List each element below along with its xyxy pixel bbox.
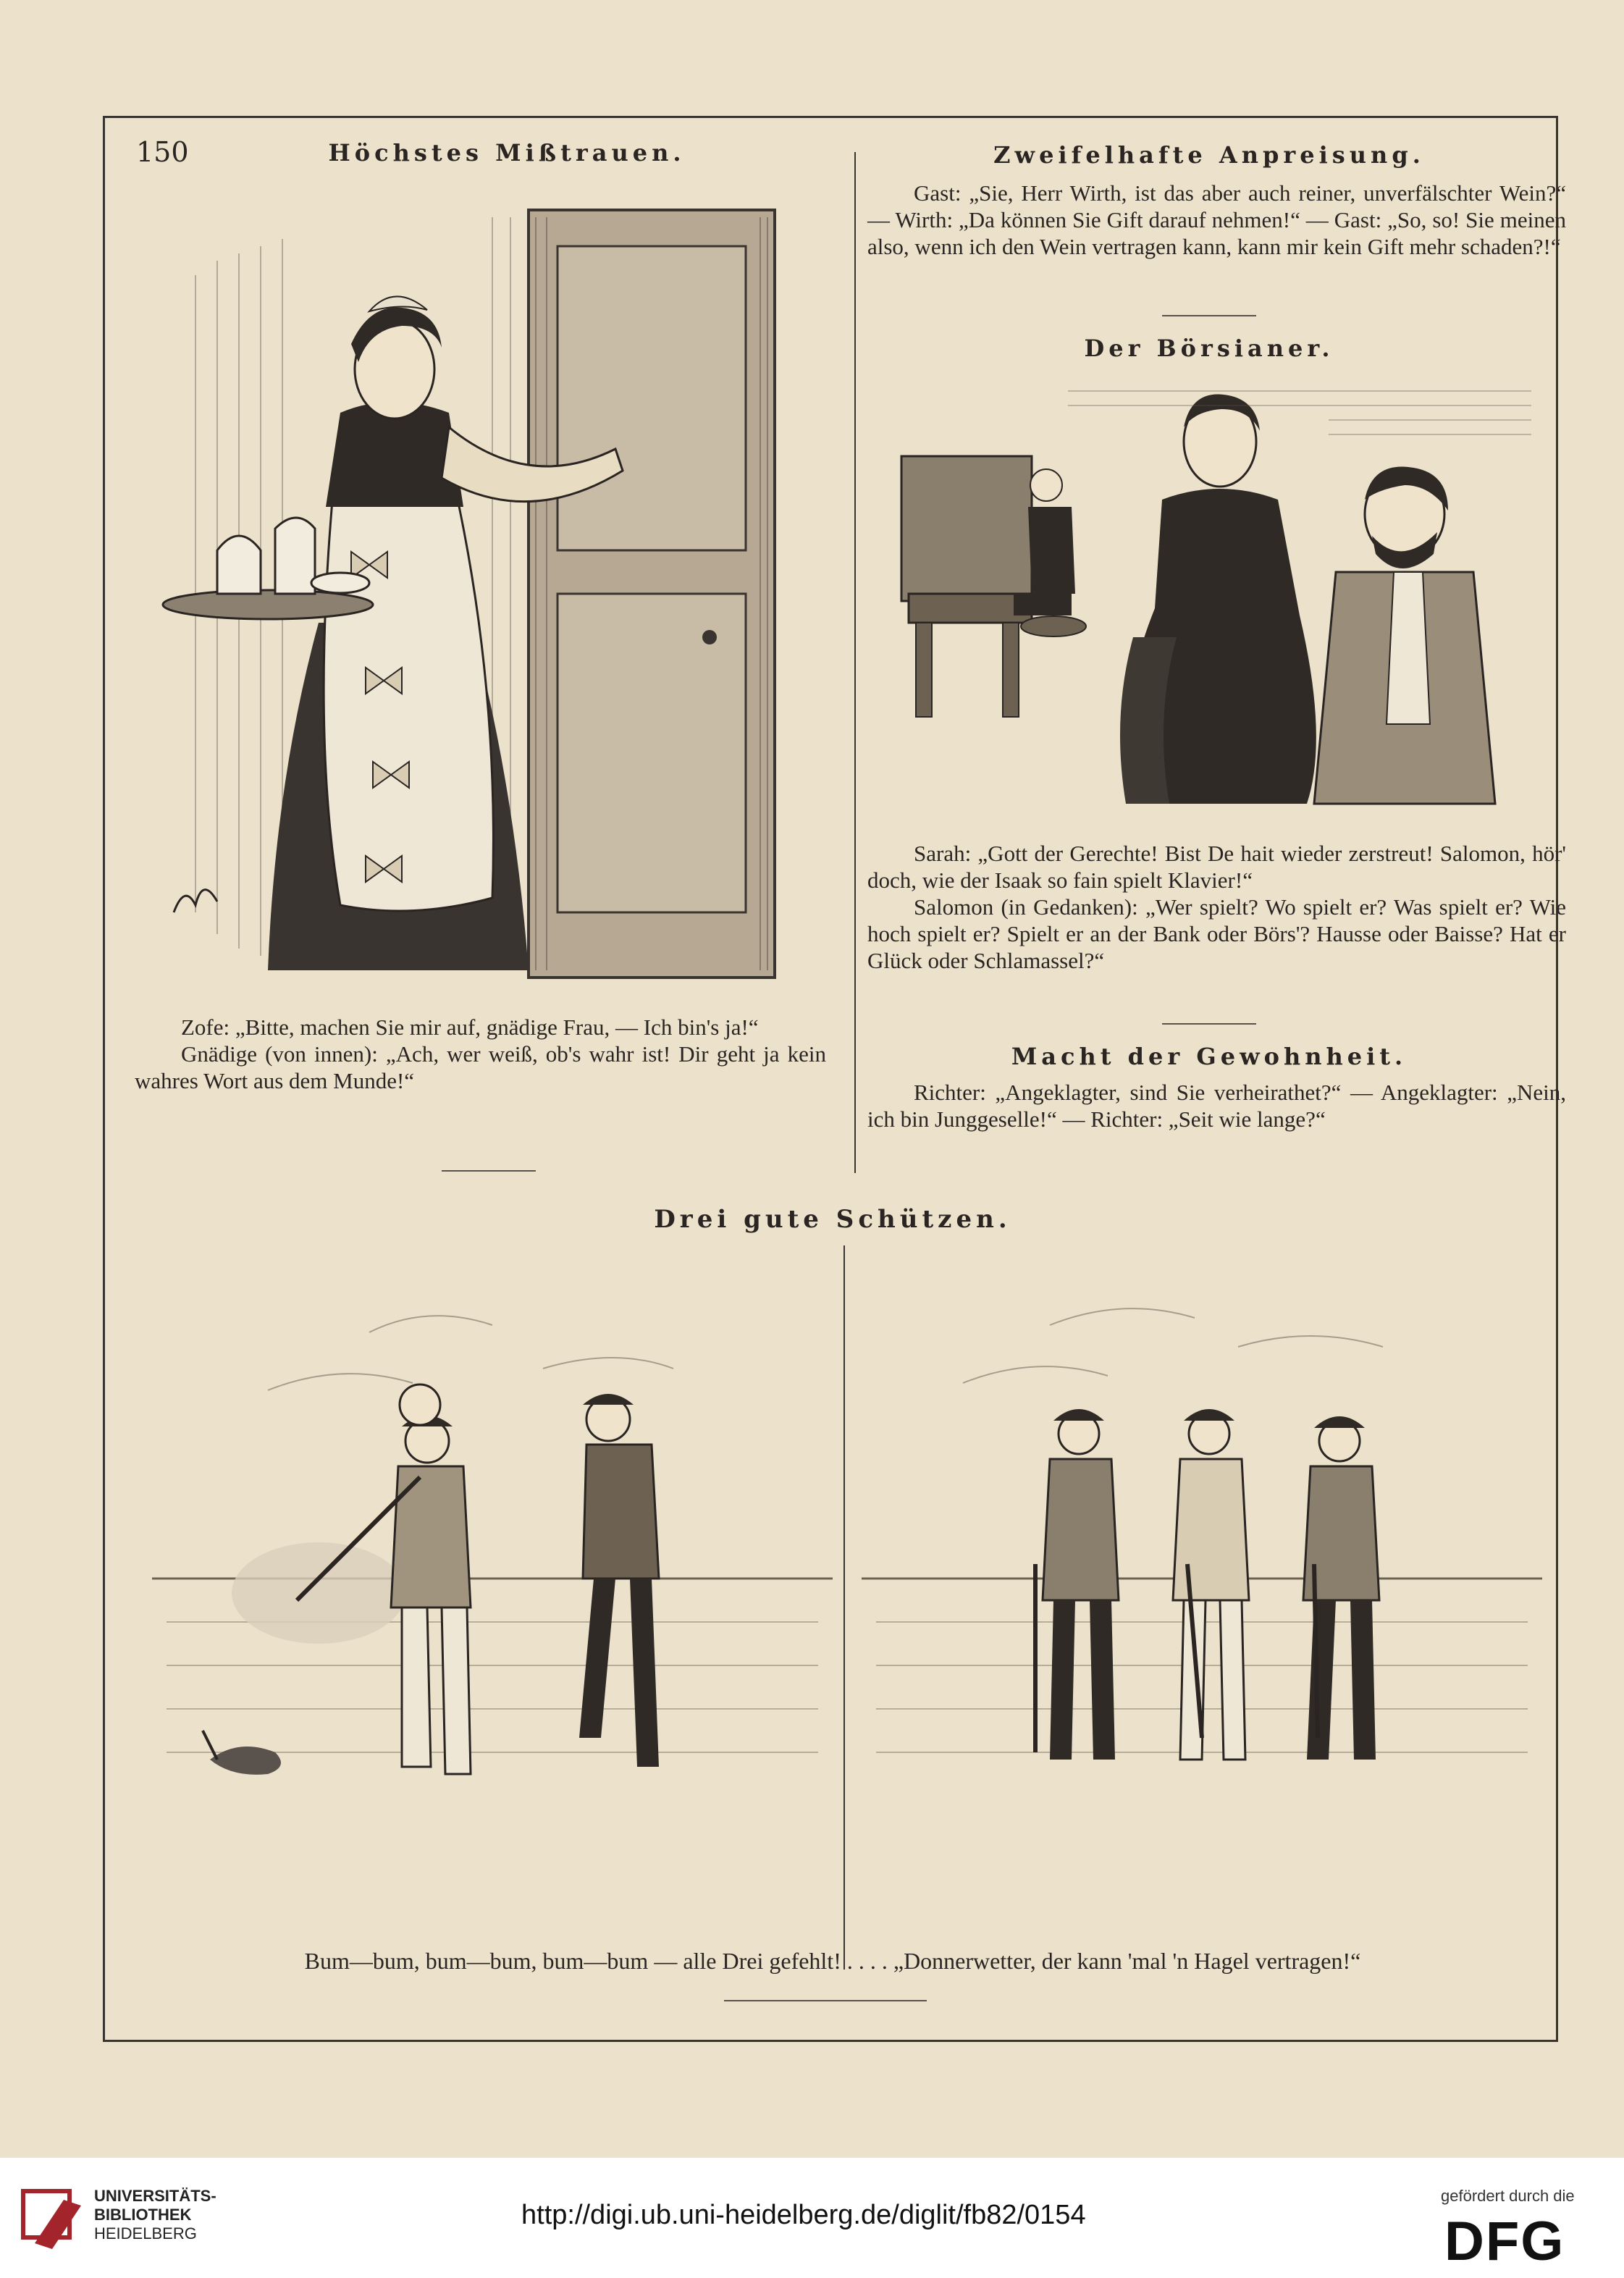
footer-bar	[0, 2158, 1624, 2278]
divider-short-right-2	[1162, 1023, 1256, 1025]
column-divider-bottom	[843, 1245, 845, 1970]
illustration-maid-at-door	[152, 188, 804, 999]
source-url-link[interactable]: http://digi.ub.uni-heidelberg.de/diglit/fb82/0154	[521, 2200, 1086, 2230]
section-title-der-boersianer: Der Börsianer.	[1084, 335, 1334, 362]
section-text-zweifelhafte-anpreisung	[867, 180, 1566, 260]
dialogue-richter: Richter: „Angeklagter, sind Sie verheirathet?“ — Angeklagter: „Nein, ich bin Junggeselle!“ — Richter: „Seit wie lange?“	[867, 1080, 1566, 1132]
column-divider-top	[854, 152, 856, 1173]
caption-drei-gute-schuetzen: Bum—bum, bum—bum, bum—bum — alle Drei gefehlt! . . . . „Donnerwetter, der kann 'mal 'n Hagel vertragen!“	[304, 1948, 1361, 1974]
section-title-hoechstes-misstrauen: Höchstes Mißtrauen.	[328, 139, 686, 167]
section-text-der-boersianer	[867, 840, 1566, 974]
dialogue-gnaedige: Gnädige (von innen): „Ach, wer weiß, ob's wahr ist! Dir geht ja kein wahres Wort aus dem Munde!“	[135, 1041, 826, 1093]
divider-short-bottom	[724, 2000, 927, 2001]
institution-line-3: HEIDELBERG	[94, 2224, 197, 2243]
page-number: 150	[136, 136, 189, 168]
dfg-logo: DFG	[1444, 2211, 1565, 2272]
section-text-macht-der-gewohnheit	[867, 1079, 1566, 1132]
illustration-hunters-standing	[862, 1260, 1542, 1955]
illustration-hunters-shooting	[152, 1260, 833, 1955]
section-text-hoechstes-misstrauen	[135, 1014, 826, 1094]
illustration-boersianer-family	[894, 377, 1542, 825]
institution-line-1: UNIVERSITÄTS-	[94, 2187, 216, 2205]
dialogue-zofe: Zofe: „Bitte, machen Sie mir auf, gnädige Frau, — Ich bin's ja!“	[181, 1014, 759, 1040]
institution-line-2: BIBLIOTHEK	[94, 2206, 192, 2224]
section-title-drei-gute-schuetzen: Drei gute Schützen.	[654, 1205, 1011, 1234]
divider-short-left	[442, 1170, 536, 1172]
divider-short-right-1	[1162, 315, 1256, 316]
university-library-logo-icon	[20, 2185, 87, 2249]
section-title-zweifelhafte-anpreisung: Zweifelhafte Anpreisung.	[993, 141, 1425, 169]
dialogue-sarah: Sarah: „Gott der Gerechte! Bist De hait wieder zerstreut! Salomon, hör' doch, wie der Isaak so fain spielt Klavier!“	[867, 841, 1566, 893]
section-title-macht-der-gewohnheit: Macht der Gewohnheit.	[1011, 1043, 1408, 1070]
institution-name	[94, 2187, 216, 2243]
dialogue-salomon: Salomon (in Gedanken): „Wer spielt? Wo spielt er? Was spielt er? Wie hoch spielt er? Spielt er an der Bank oder Börs'? Hausse oder Baisse? Hat er Glück oder Schlamassel?“	[867, 894, 1566, 973]
dialogue-gast-wirth: Gast: „Sie, Herr Wirth, ist das aber auch reiner, unverfälschter Wein?“ — Wirth: „Da können Sie Gift darauf nehmen!“ — Gast: „So, so! Sie meinen also, wenn ich den Wein vertragen kann, kann mir kein Gift mehr schaden?!“	[867, 180, 1566, 259]
funded-by-label: gefördert durch die	[1441, 2187, 1575, 2205]
